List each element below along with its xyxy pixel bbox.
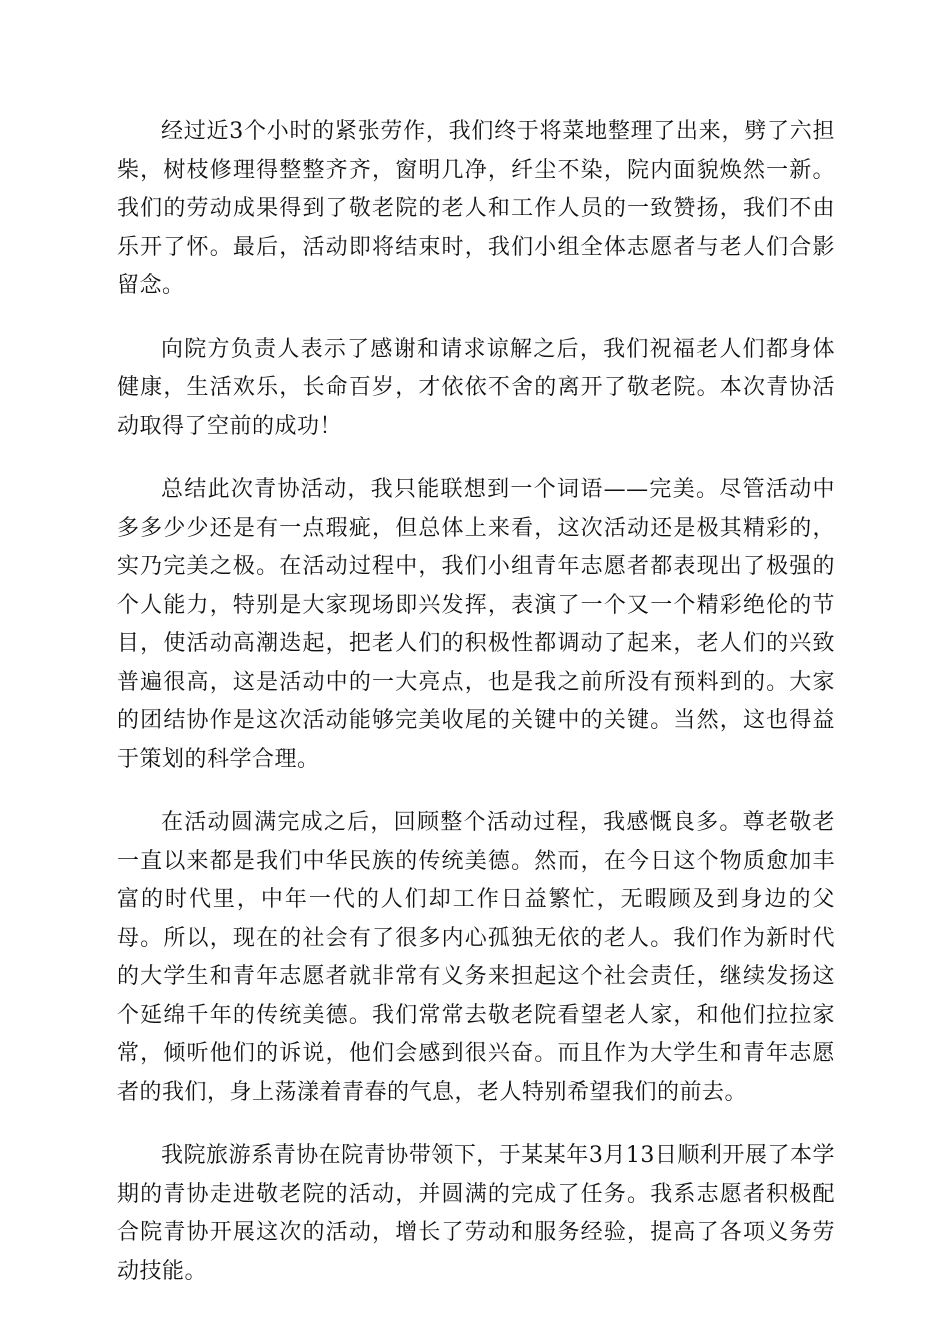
paragraph-5: 我院旅游系青协在院青协带领下，于某某年3月13日顺利开展了本学期的青协走进敬老院的活动，并圆满的完成了任务。我系志愿者积极配合院青协开展这次的活动，增长了劳动和服务经验，提高了各项义务劳动技能。 — [117, 1143, 835, 1284]
paragraph-1: 经过近3个小时的紧张劳作，我们终于将菜地整理了出来，劈了六担柴，树枝修理得整整齐齐，窗明几净，纤尘不染，院内面貌焕然一新。我们的劳动成果得到了敬老院的老人和工作人员的一致赞扬，我们不由乐开了怀。最后，活动即将结束时，我们小组全体志愿者与老人们合影留念。 — [117, 119, 835, 298]
paragraph-3: 总结此次青协活动，我只能联想到一个词语——完美。尽管活动中多多少少还是有一点瑕疵，但总体上来看，这次活动还是极其精彩的，实乃完美之极。在活动过程中，我们小组青年志愿者都表现出了极强的个人能力，特别是大家现场即兴发挥，表演了一个又一个精彩绝伦的节目，使活动高潮迭起，把老人们的积极性都调动了起来，老人们的兴致普遍很高，这是活动中的一大亮点，也是我之前所没有预料到的。大家的团结协作是这次活动能够完美收尾的关键中的关键。当然，这也得益于策划的科学合理。 — [117, 477, 835, 772]
paragraph-4: 在活动圆满完成之后，回顾整个活动过程，我感慨良多。尊老敬老一直以来都是我们中华民族的传统美德。然而，在今日这个物质愈加丰富的时代里，中年一代的人们却工作日益繁忙，无暇顾及到身边的父母。所以，现在的社会有了很多内心孤独无依的老人。我们作为新时代的大学生和青年志愿者就非常有义务来担起这个社会责任，继续发扬这个延绵千年的传统美德。我们常常去敬老院看望老人家，和他们拉拉家常，倾听他们的诉说，他们会感到很兴奋。而且作为大学生和青年志愿者的我们，身上荡漾着青春的气息，老人特别希望我们的前去。 — [117, 810, 835, 1105]
paragraph-2: 向院方负责人表示了感谢和请求谅解之后，我们祝福老人们都身体健康，生活欢乐，长命百岁，才依依不舍的离开了敬老院。本次青协活动取得了空前的成功！ — [117, 336, 835, 439]
